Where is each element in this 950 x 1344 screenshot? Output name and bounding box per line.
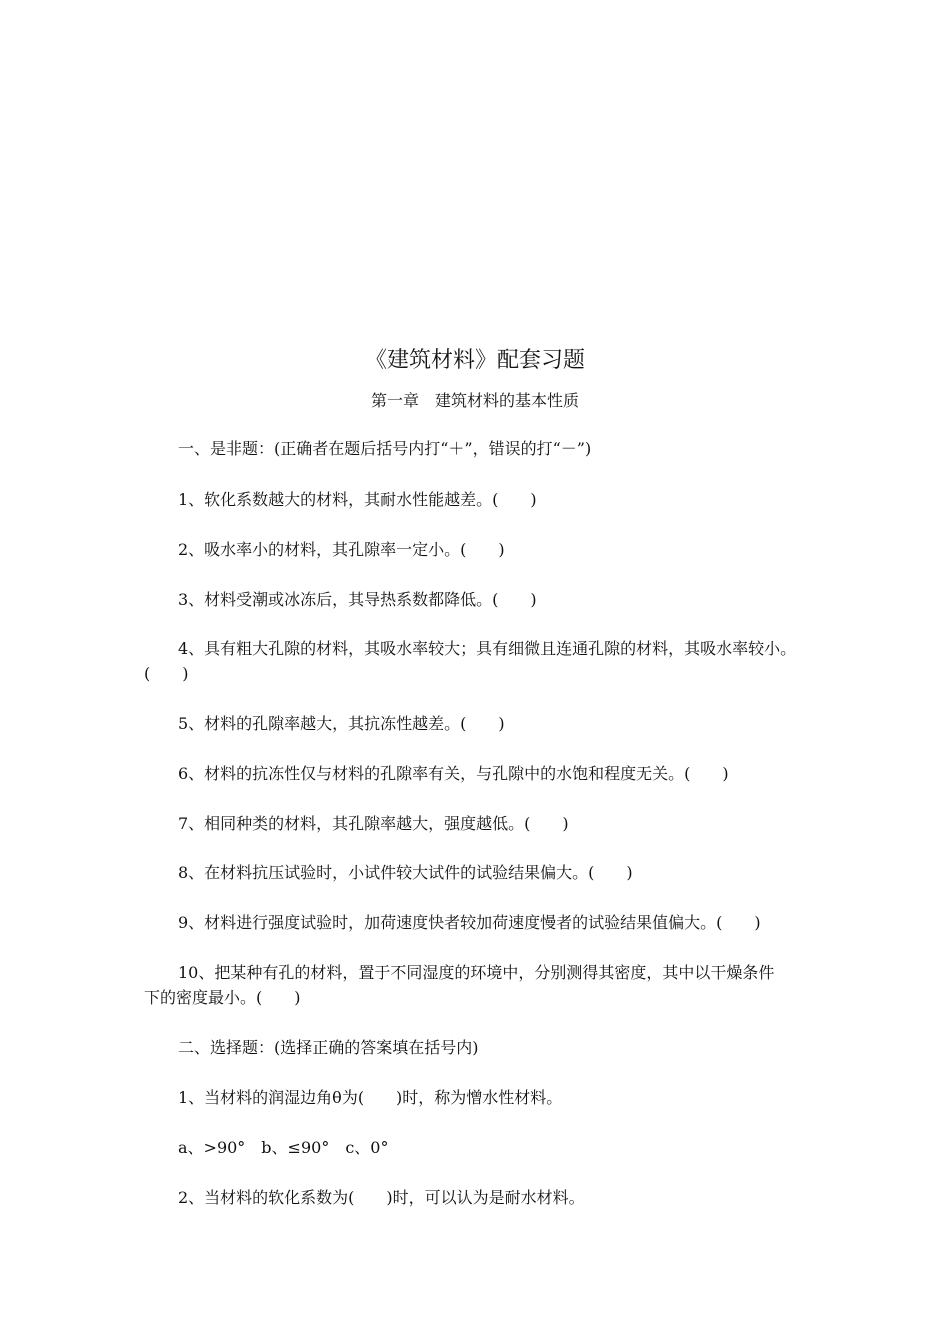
- choice-question-1: 1、当材料的润湿边角θ为( )时，称为憎水性材料。: [178, 1088, 563, 1107]
- chapter-title: 第一章 建筑材料的基本性质: [370, 391, 579, 410]
- choice-options-1: a、>90° b、≤90° c、0°: [178, 1138, 389, 1157]
- question-4-line1: 4、具有粗大孔隙的材料，其吸水率较大；具有细微且连通孔隙的材料，其吸水率较小。: [178, 639, 797, 658]
- question-1: 1、软化系数越大的材料，其耐水性能越差。( ): [178, 490, 537, 509]
- section2-heading: 二、选择题：(选择正确的答案填在括号内): [178, 1038, 479, 1057]
- question-9: 9、材料进行强度试验时，加荷速度快者较加荷速度慢者的试验结果值偏大。( ): [178, 913, 761, 932]
- question-10-line2: 下的密度最小。( ): [144, 988, 301, 1007]
- question-2: 2、吸水率小的材料，其孔隙率一定小。( ): [178, 540, 505, 559]
- section1-heading: 一、是非题：(正确者在题后括号内打“＋”，错误的打“－”): [178, 439, 592, 458]
- question-8: 8、在材料抗压试验时，小试件较大试件的试验结果偏大。( ): [178, 863, 633, 882]
- question-7: 7、相同种类的材料，其孔隙率越大，强度越低。( ): [178, 814, 569, 833]
- question-3: 3、材料受潮或冰冻后，其导热系数都降低。( ): [178, 590, 537, 609]
- question-10-line1: 10、把某种有孔的材料，置于不同湿度的环境中，分别测得其密度，其中以干燥条件: [178, 963, 775, 982]
- question-5: 5、材料的孔隙率越大，其抗冻性越差。( ): [178, 714, 505, 733]
- question-4-line2: ( ): [144, 664, 189, 683]
- question-6: 6、材料的抗冻性仅与材料的孔隙率有关，与孔隙中的水饱和程度无关。( ): [178, 764, 729, 783]
- choice-question-2: 2、当材料的软化系数为( )时，可以认为是耐水材料。: [178, 1188, 585, 1207]
- document-title: 《建筑材料》配套习题: [364, 348, 585, 373]
